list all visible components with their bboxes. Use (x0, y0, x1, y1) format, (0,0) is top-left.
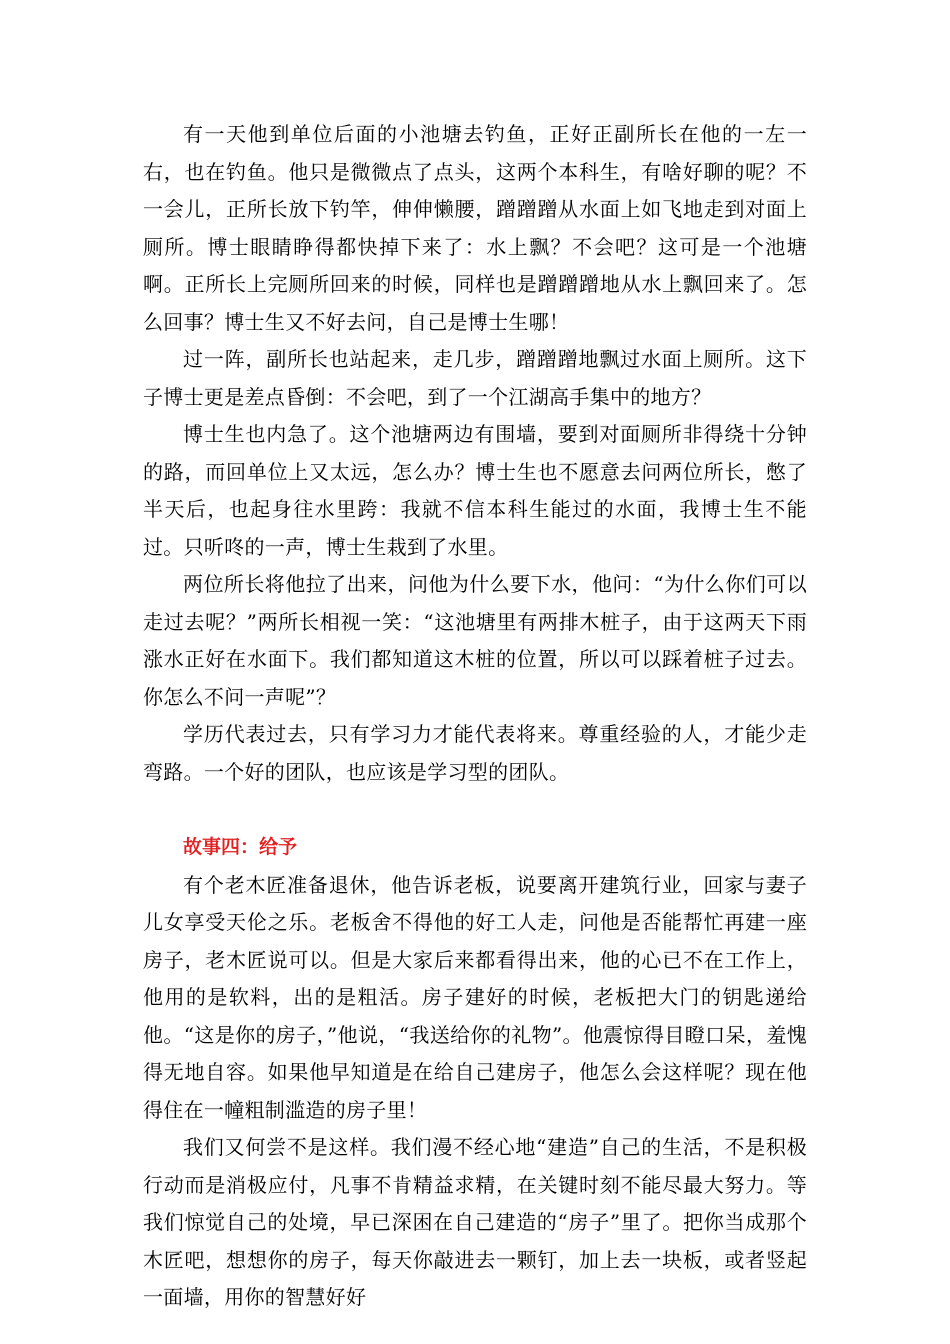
story4-paragraph-1: 有个老木匠准备退休，他告诉老板，说要离开建筑行业，回家与妻子儿女享受天伦之乐。老板舍不得他的好工人走，问他是否能帮忙再建一座房子，老木匠说可以。但是大家后来都看得出来，他的心已不在工作上，他用的是软料，出的是粗活。房子建好的时候，老板把大门的钥匙递给他。“这是你的房子，”他说，“我送给你的礼物”。他震惊得目瞪口呆，羞愧得无地自容。如果他早知道是在给自己建房子，他怎么会这样呢？现在他得住在一幢粗制滥造的房子里！ (143, 872, 807, 1122)
section-heading: 故事四：给予 (183, 836, 298, 858)
story4-paragraph-2: 我们又何尝不是这样。我们漫不经心地“建造”自己的生活，不是积极行动而是消极应付，凡事不肯精益求精，在关键时刻不能尽最大努力。等我们惊觉自己的处境，早已深困在自己建造的“房子”里了。把你当成那个木匠吧，想想你的房子，每天你敲进去一颗钉，加上去一块板，或者竖起一面墙，用你的智慧好好 (143, 1135, 807, 1309)
section-spacer (143, 791, 807, 829)
story-paragraph-2: 过一阵，副所长也站起来，走几步，蹭蹭蹭地飘过水面上厕所。这下子博士更是差点昏倒：不会吧，到了一个江湖高手集中的地方？ (143, 347, 807, 409)
document-body (143, 116, 807, 1317)
story-paragraph-1: 有一天他到单位后面的小池塘去钓鱼，正好正副所长在他的一左一右，也在钓鱼。他只是微微点了点头，这两个本科生，有啥好聊的呢？不一会儿，正所长放下钓竿，伸伸懒腰，蹭蹭蹭从水面上如飞地走到对面上厕所。博士眼睛睁得都快掉下来了：水上飘？不会吧？这可是一个池塘啊。正所长上完厕所回来的时候，同样也是蹭蹭蹭地从水上飘回来了。怎么回事？博士生又不好去问，自己是博士生哪！ (143, 122, 807, 334)
story-paragraph-3: 博士生也内急了。这个池塘两边有围墙，要到对面厕所非得绕十分钟的路，而回单位上又太远，怎么办？博士生也不愿意去问两位所长，憋了半天后，也起身往水里跨：我就不信本科生能过的水面，我博士生不能过。只听咚的一声，博士生栽到了水里。 (143, 422, 807, 559)
story-moral-paragraph: 学历代表过去，只有学习力才能代表将来。尊重经验的人，才能少走弯路。一个好的团队，也应该是学习型的团队。 (143, 722, 807, 784)
story-paragraph-4: 两位所长将他拉了出来，问他为什么要下水，他问：“为什么你们可以走过去呢？”两所长相视一笑：“这池塘里有两排木桩子，由于这两天下雨涨水正好在水面下。我们都知道这木桩的位置，所以可以踩着桩子过去。你怎么不问一声呢”？ (143, 572, 807, 709)
